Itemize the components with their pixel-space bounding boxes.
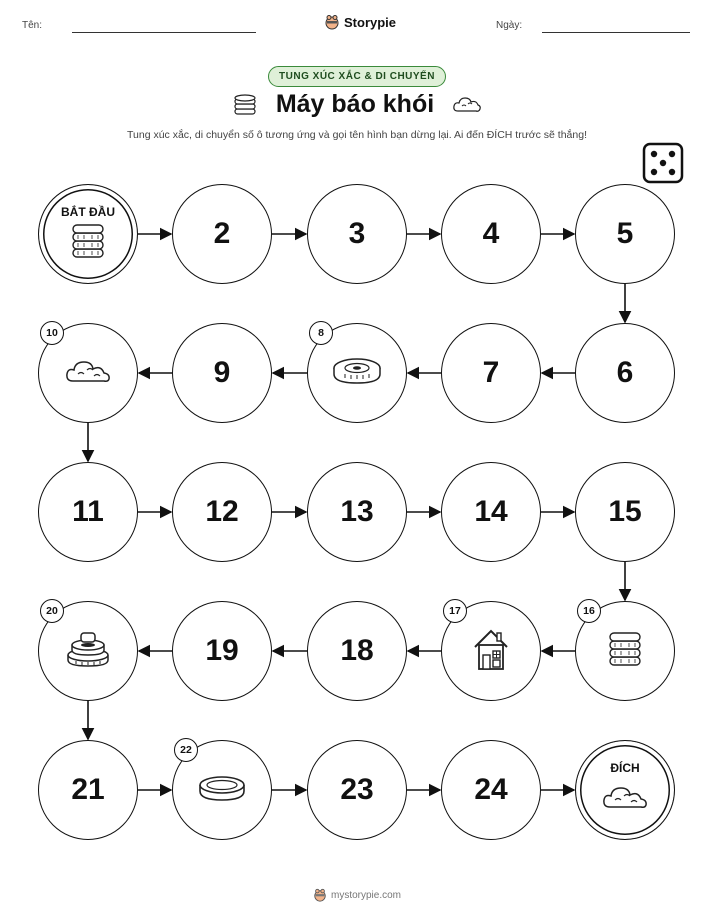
stacked-detector-icon bbox=[64, 629, 112, 674]
smoke-cloud-icon bbox=[64, 355, 112, 392]
cell-number: 23 bbox=[340, 773, 374, 806]
cell-number-badge: 10 bbox=[40, 321, 64, 345]
board-cell-23[interactable] bbox=[307, 740, 407, 840]
cell-number: 21 bbox=[71, 773, 105, 806]
start-cell[interactable] bbox=[38, 184, 138, 284]
cell-number: 18 bbox=[340, 634, 374, 667]
board-cell-2[interactable] bbox=[172, 184, 272, 284]
cell-number: 11 bbox=[72, 495, 104, 528]
board-cell-24[interactable] bbox=[441, 740, 541, 840]
board-cell-12[interactable] bbox=[172, 462, 272, 562]
cell-number: 15 bbox=[608, 495, 642, 528]
board-cell-19[interactable] bbox=[172, 601, 272, 701]
board-cell-7[interactable] bbox=[441, 323, 541, 423]
cell-number-badge: 17 bbox=[443, 599, 467, 623]
cell-number: 19 bbox=[205, 634, 239, 667]
cell-number: 7 bbox=[482, 356, 500, 389]
cell-number: 13 bbox=[340, 495, 374, 528]
cell-number-badge: 22 bbox=[174, 738, 198, 762]
footer bbox=[313, 888, 401, 902]
cell-number-badge: 8 bbox=[309, 321, 333, 345]
cell-number-badge: 16 bbox=[577, 599, 601, 623]
footer-url[interactable]: mystorypie.com bbox=[330, 889, 401, 901]
board-cell-18[interactable] bbox=[307, 601, 407, 701]
board-cell-5[interactable] bbox=[575, 184, 675, 284]
board-cell-4[interactable] bbox=[441, 184, 541, 284]
smoke-detector-icon bbox=[331, 354, 383, 393]
board-cell-14[interactable] bbox=[441, 462, 541, 562]
cell-number: 3 bbox=[348, 217, 366, 250]
smoke-cloud-icon bbox=[601, 781, 649, 818]
board-cell-9[interactable] bbox=[172, 323, 272, 423]
page-title: Máy báo khói bbox=[275, 90, 435, 118]
cell-number: 24 bbox=[474, 773, 508, 806]
house-icon bbox=[471, 627, 511, 676]
board-cell-11[interactable] bbox=[38, 462, 138, 562]
cell-number: 14 bbox=[474, 495, 508, 528]
coin-icon bbox=[196, 773, 248, 808]
date-label: Ngày: bbox=[496, 20, 523, 31]
coin-stack-icon bbox=[607, 629, 643, 674]
cell-number: 5 bbox=[616, 217, 634, 250]
cell-number: 12 bbox=[205, 495, 239, 528]
finish-cell[interactable] bbox=[575, 740, 675, 840]
cell-number: 6 bbox=[616, 356, 634, 389]
board-cell-15[interactable] bbox=[575, 462, 675, 562]
board-cell-3[interactable] bbox=[307, 184, 407, 284]
instructions: Tung xúc xắc, di chuyển số ô tương ứng và gọi tên hình bạn dừng lại. Ai đến ĐÍCH trước sẽ thắng! bbox=[126, 129, 587, 141]
activity-pill: TUNG XÚC XẮC & DI CHUYỂN bbox=[268, 66, 446, 87]
cell-number: 4 bbox=[482, 217, 500, 250]
board-cell-21[interactable] bbox=[38, 740, 138, 840]
cell-number: 2 bbox=[213, 217, 231, 250]
board-cell-6[interactable] bbox=[575, 323, 675, 423]
brand-name: Storypie bbox=[344, 14, 397, 30]
storypie-mascot-icon bbox=[313, 888, 327, 902]
coin-stack-icon bbox=[70, 221, 106, 266]
finish-label: ĐÍCH bbox=[610, 761, 640, 775]
cell-number: 9 bbox=[213, 356, 231, 389]
board-cell-13[interactable] bbox=[307, 462, 407, 562]
name-label: Tên: bbox=[22, 20, 43, 31]
start-label: BẮT ĐẦU bbox=[61, 205, 115, 219]
cell-number-badge: 20 bbox=[40, 599, 64, 623]
